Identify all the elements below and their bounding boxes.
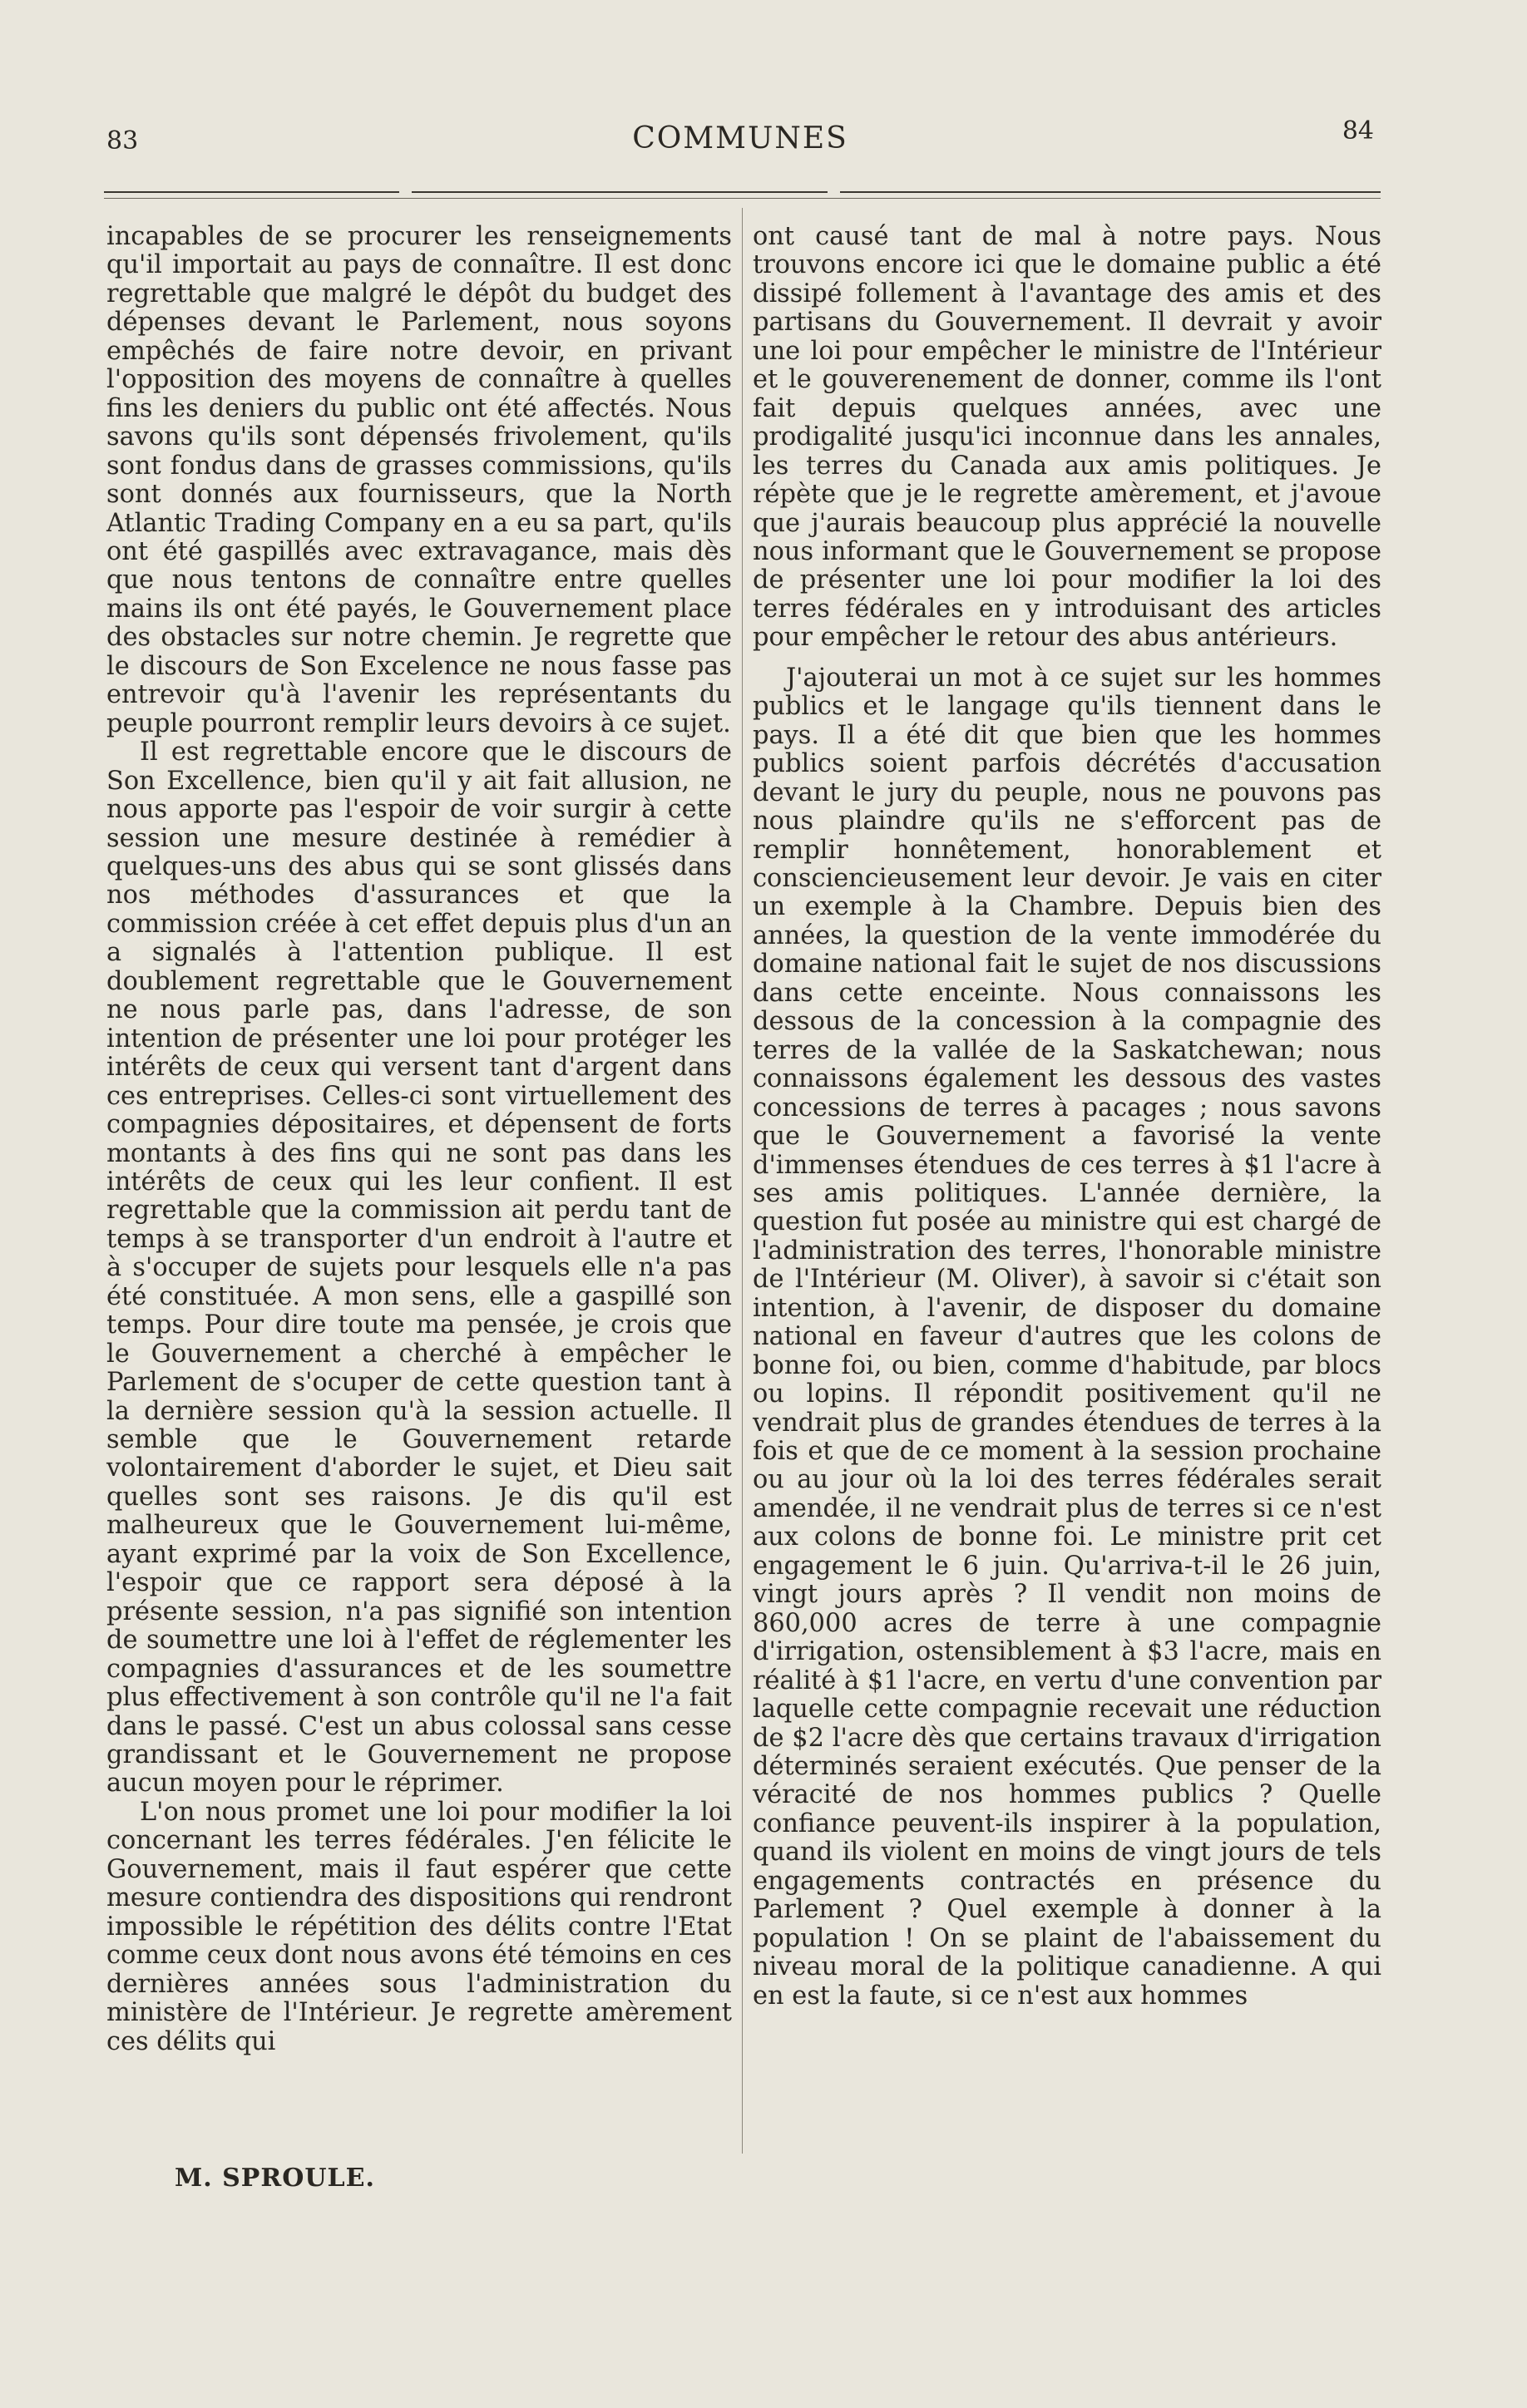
paragraph: L'on nous promet une loi pour modifier la loi concernant les terres fédérales. J'en félicite le Gouvernement, mais il faut espérer que cette mesure contiendra des dispositions qui rendront impossible le répétition des délits contre l'Etat comme ceux dont nous avons été témoins en ces dernières années sous l'administration du ministère de l'Intérieur. Je regrette amèrement ces délits qui <box>106 1797 732 2056</box>
page-header <box>100 116 1381 166</box>
paragraph: incapables de se procurer les renseignements qu'il importait au pays de connaître. Il est donc regrettable que malgré le dépôt du budget des dépenses devant le Parlement, nous soyons empêchés de faire notre devoir, en privant l'opposition des moyens de connaître à quelles fins les deniers du public ont été affectés. Nous savons qu'ils sont dépensés frivolement, qu'ils sont fondus dans de grasses commissions, qu'ils sont donnés aux fournisseurs, que la North Atlantic Trading Company en a eu sa part, qu'ils ont été gaspillés avec extravagance, mais dès que nous tentons de connaître entre quelles mains ils ont été payés, le Gouvernement place des obstacles sur notre chemin. Je regrette que le discours de Son Excelence ne nous fasse pas entrevoir qu'à l'avenir les représentants du peuple pourront remplir leurs devoirs à ce sujet. <box>106 222 732 738</box>
paragraph: ont causé tant de mal à notre pays. Nous trouvons encore ici que le domaine public a été dissipé follement à l'avantage des amis et des partisans du Gouvernement. Il devrait y avoir une loi pour empêcher le ministre de l'Intérieur et le gouverenement de donner, comme ils l'ont fait depuis quelques années, avec une prodigalité jusqu'ici inconnue dans les annales, les terres du Canada aux amis politiques. Je répète que je le regrette amèrement, et j'avoue que j'aurais beaucoup plus apprécié la nouvelle nous informant que le Gouvernement se propose de présenter une loi pour modifier la loi des terres fédérales en y introduisant des articles pour empêcher le retour des abus antérieurs. <box>753 222 1381 653</box>
left-page-number: 83 <box>106 126 139 155</box>
paragraph: J'ajouterai un mot à ce sujet sur les hommes publics et le langage qu'ils tiennent dans le pays. Il a été dit que bien que les hommes publics soient parfois décrétés d'accusation devant le jury du peuple, nous ne pouvons pas nous plaindre qu'ils ne s'efforcent pas de remplir honnêtement, honorablement et consciencieusement leur devoir. Je vais en citer un exemple à la Chambre. Depuis bien des années, la question de la vente immodérée du domaine national fait le sujet de nos discussions dans cette enceinte. Nous connaissons les dessous de la concession à la compagnie des terres de la vallée de la Saskatchewan; nous connaissons également les dessous des vastes concessions de terres à pacages ; nous savons que le Gouvernement a favorisé la vente d'immenses étendues de ces terres à $1 l'acre à ses amis politiques. L'année dernière, la question fut posée au ministre qui est chargé de l'administration des terres, l'honorable ministre de l'Intérieur (M. Oliver), à savoir si c'était son intention, à l'avenir, de disposer du domaine national en faveur d'autres que les colons de bonne foi, ou bien, comme d'habitude, par blocs ou lopins. Il répondit positivement qu'il ne vendrait plus de grandes étendues de terres à la fois et que de ce moment à la session prochaine ou au jour où la loi des terres fédérales serait amendée, il ne vendrait plus de terres si ce n'est aux colons de bonne foi. Le ministre prit cet engagement le 6 juin. Qu'arriva-t-il le 26 juin, vingt jours après ? Il vendit non moins de 860,000 acres de terre à une compagnie d'irrigation, ostensiblement à $3 l'acre, mais en réalité à $1 l'acre, en vertu d'une convention par laquelle cette compagnie recevait une réduction de $2 l'acre dès que certains travaux d'irrigation déterminés seraient exécutés. Que penser de la véracité de nos hommes publics ? Quelle confiance peuvent-ils inspirer à la population, quand ils violent en moins de vingt jours de tels engagements contractés en présence du Parlement ? Quel exemple à donner à la population ! On se plaint de l'abaissement du niveau moral de la politique canadienne. A qui en est la faute, si ce n'est aux hommes <box>753 663 1381 2011</box>
speaker-name: M. SPROULE. <box>175 2164 375 2193</box>
header-rule-segment <box>412 191 828 193</box>
right-column <box>753 223 1381 2011</box>
header-rule-segment <box>104 191 399 193</box>
header-rule-segment <box>840 191 1381 193</box>
left-column <box>106 223 732 2056</box>
paragraph: Il est regrettable encore que le discours de Son Excellence, bien qu'il y ait fait allusion, ne nous apporte pas l'espoir de voir surgir à cette session une mesure destinée à remédier à quelques-uns des abus qui se sont glissés dans nos méthodes d'assurances et que la commission créée à cet effet depuis plus d'un an a signalés à l'attention publique. Il est doublement regrettable que le Gouvernement ne nous parle pas, dans l'adresse, de son intention de présenter une loi pour protéger les intérêts de ceux qui versent tant d'argent dans ces entreprises. Celles-ci sont virtuellement des compagnies dépositaires, et dépensent de forts montants à des fins qui ne sont pas dans les intérêts de ceux qui les leur confient. Il est regrettable que la commission ait perdu tant de temps à se transporter d'un endroit à l'autre et à s'occuper de sujets pour lesquels elle n'a pas été constituée. A mon sens, elle a gaspillé son temps. Pour dire toute ma pensée, je crois que le Gouvernement a cherché à empêcher le Parlement de s'ocuper de cette question tant à la dernière session qu'à la session actuelle. Il semble que le Gouvernement retarde volontairement d'aborder le sujet, et Dieu sait quelles sont ses raisons. Je dis qu'il est malheureux que le Gouvernement lui-même, ayant exprimé par la voix de Son Excellence, l'espoir que ce rapport sera déposé à la présente session, n'a pas signifié son intention de soumettre une loi à l'effet de réglementer les compagnies d'assurances et de les soumettre plus effectivement à son contrôle qu'il ne l'a fait dans le passé. C'est un abus colossal sans cesse grandissant et le Gouvernement ne propose aucun moyen pour le réprimer. <box>106 738 732 1799</box>
running-title: COMMUNES <box>632 121 848 155</box>
column-divider <box>742 208 743 2154</box>
header-rule-thin <box>104 198 1381 199</box>
right-page-number: 84 <box>1342 116 1374 146</box>
